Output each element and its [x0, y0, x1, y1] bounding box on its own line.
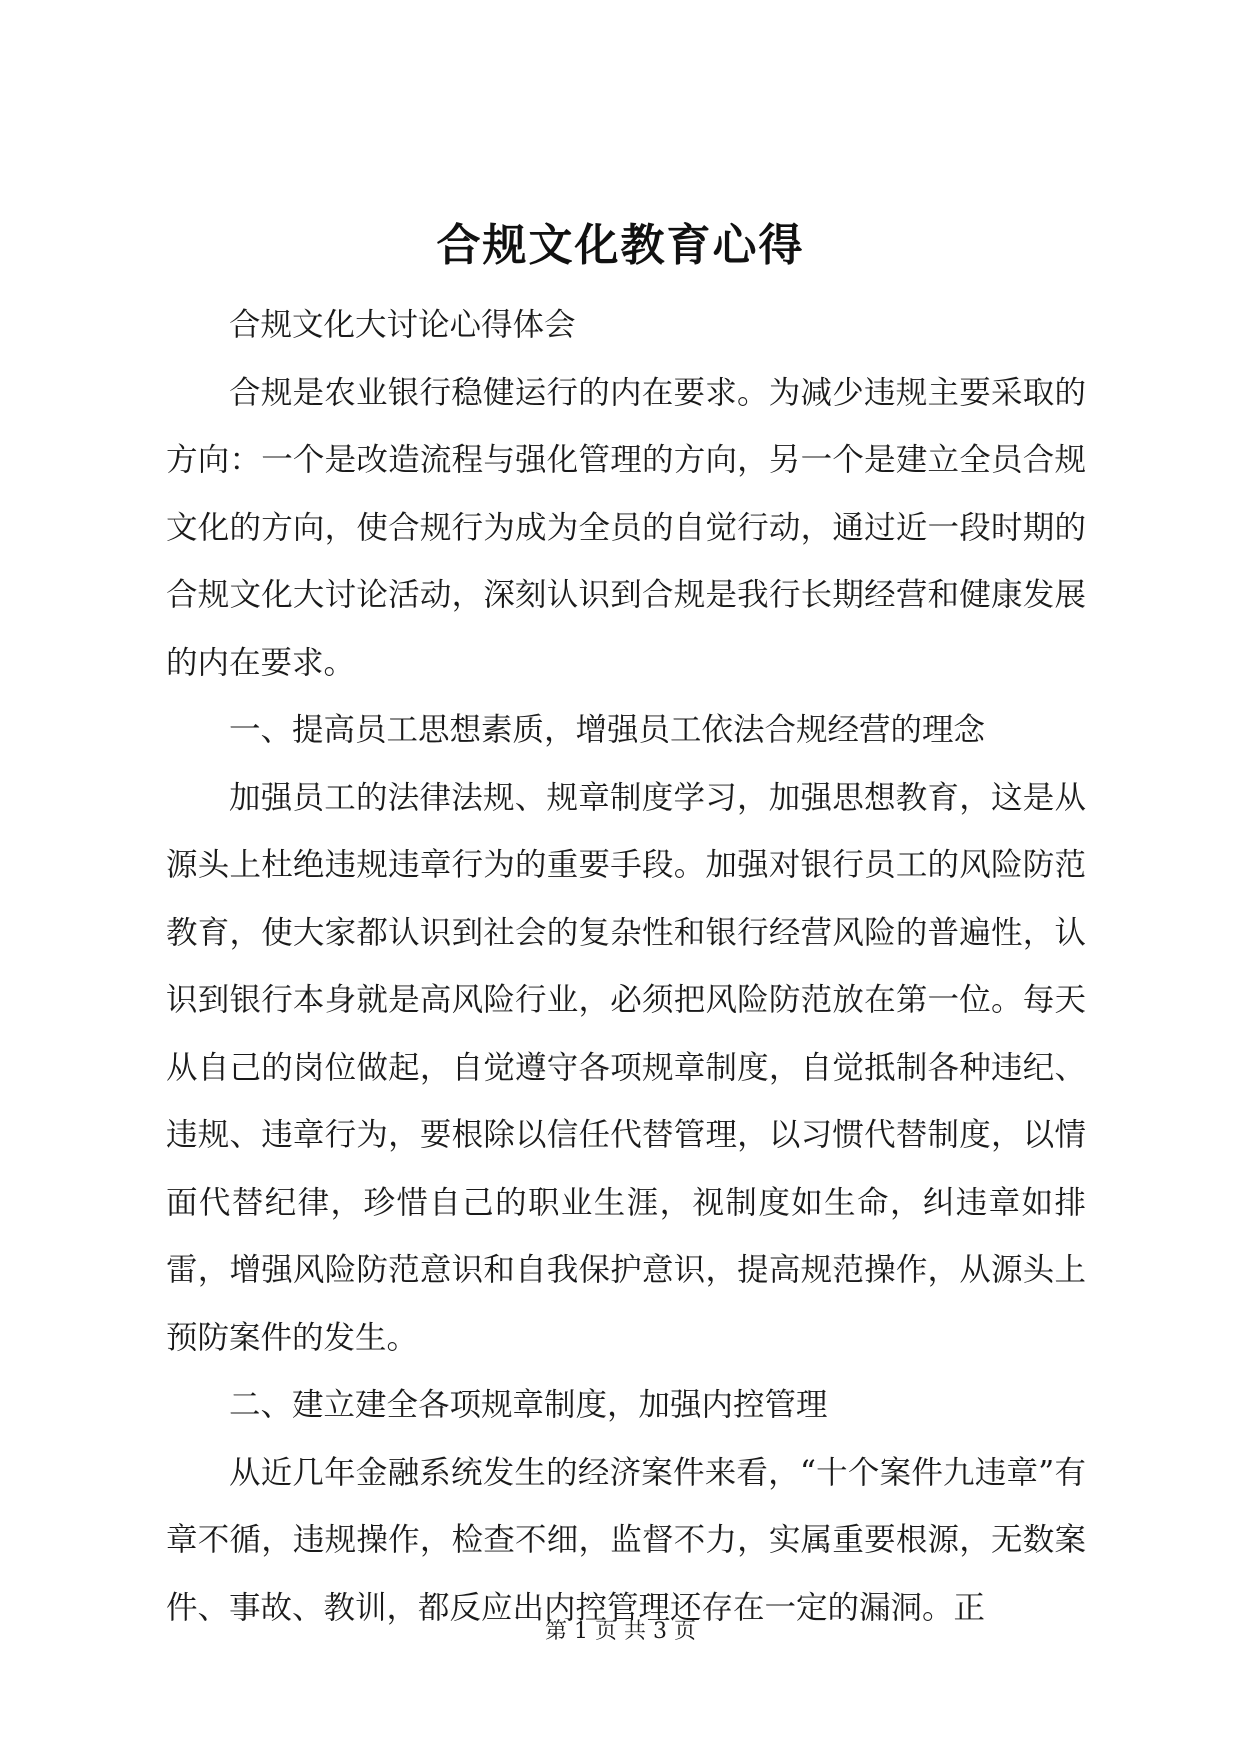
document-title: 合规文化教育心得: [436, 220, 805, 271]
document-body: [166, 292, 1086, 1642]
paragraph-subtitle: 合规文化大讨论心得体会: [229, 307, 576, 343]
page-number-footer: 第 1 页 共 3 页: [545, 1619, 696, 1644]
paragraph-section-1: 加强员工的法律法规、规章制度学习，加强思想教育，这是从源头上杜绝违规违章行为的重要手段。加强对银行员工的风险防范教育，使大家都认识到社会的复杂性和银行经营风险的普遍性，认识到银行本身就是高风险行业，必须把风险防范放在第一位。每天从自己的岗位做起，自觉遵守各项规章制度，自觉抵制各种违纪、违规、违章行为，要根除以信任代替管理，以习惯代替制度，以情面代替纪律，珍惜自己的职业生涯，视制度如生命，纠违章如排雷，增强风险防范意识和自我保护意识，提高规范操作，从源头上预防案件的发生。: [166, 779, 1086, 1356]
paragraph-section-2: 从近几年金融系统发生的经济案件来看，“十个案件九违章”有章不循，违规操作，检查不细，监督不力，实属重要根源，无数案件、事故、教训，都反应出内控管理还存在一定的漏洞。正: [166, 1454, 1086, 1626]
section-heading-2: 二、建立建全各项规章制度，加强内控管理: [229, 1387, 828, 1423]
section-heading-1: 一、提高员工思想素质，增强员工依法合规经营的理念: [229, 712, 986, 748]
paragraph-intro: 合规是农业银行稳健运行的内在要求。为减少违规主要采取的方向：一个是改造流程与强化管理的方向，另一个是建立全员合规文化的方向，使合规行为成为全员的自觉行动，通过近一段时期的合规文化大讨论活动，深刻认识到合规是我行长期经营和健康发展的内在要求。: [166, 374, 1086, 681]
